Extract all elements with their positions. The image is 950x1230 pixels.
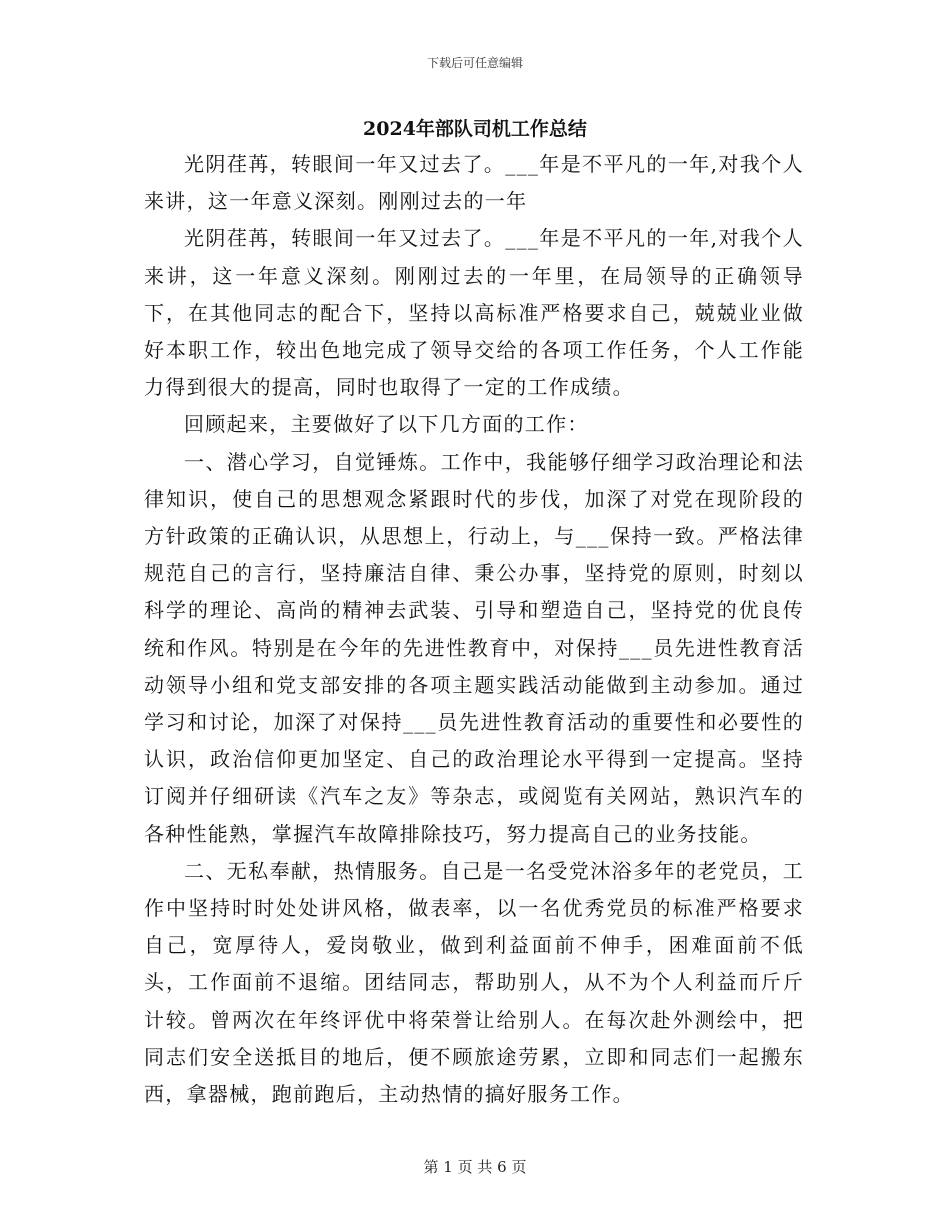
page-number: 第 1 页 共 6 页	[423, 1158, 527, 1176]
document-body	[144, 146, 804, 1113]
paragraph-intro: 光阴荏苒，转眼间一年又过去了。___年是不平凡的一年,对我个人来讲，这一年意义深刻。刚刚过去的一年里，在局领导的正确领导下，在其他同志的配合下，坚持以高标准严格要求自己，兢兢业业做好本职工作，较出色地完成了领导交给的各项工作任务，个人工作能力得到很大的提高，同时也取得了一定的工作成绩。	[144, 226, 804, 400]
paragraph-intro-fragment: 光阴荏苒，转眼间一年又过去了。___年是不平凡的一年,对我个人来讲，这一年意义深刻。刚刚过去的一年	[144, 152, 804, 214]
paragraph-section-one: 一、潜心学习，自觉锤炼。工作中，我能够仔细学习政治理论和法律知识，使自己的思想观念紧跟时代的步伐，加深了对党在现阶段的方针政策的正确认识，从思想上，行动上，与___保持一致。严格法律规范自己的言行，坚持廉洁自律、秉公办事，坚持党的原则，时刻以科学的理论、高尚的精神去武装、引导和塑造自己，坚持党的优良传统和作风。特别是在今年的先进性教育中，对保持___员先进性教育活动领导小组和党支部安排的各项主题实践活动能做到主动参加。通过学习和讨论，加深了对保持___员先进性教育活动的重要性和必要性的认识，政治信仰更加坚定、自己的政治理论水平得到一定提高。坚持订阅并仔细研读《汽车之友》等杂志，或阅览有关网站，熟识汽车的各种性能熟，掌握汽车故障排除技巧，努力提高自己的业务技能。	[144, 449, 804, 846]
document-title: 2024年部队司机工作总结	[363, 118, 587, 140]
paragraph-section-two: 二、无私奉献，热情服务。自己是一名受党沐浴多年的老党员，工作中坚持时时处处讲风格，做表率，以一名优秀党员的标准严格要求自己，宽厚待人，爱岗敬业，做到利益面前不伸手，困难面前不低头，工作面前不退缩。团结同志，帮助别人，从不为个人利益而斤斤计较。曾两次在年终评优中将荣誉让给别人。在每次赴外测绘中，把同志们安全送抵目的地后，便不顾旅途劳累，立即和同志们一起搬东西，拿器械，跑前跑后，主动热情的搞好服务工作。	[144, 858, 804, 1107]
header-note: 下载后可任意编辑	[426, 56, 523, 70]
paragraph-review: 回顾起来，主要做好了以下几方面的工作：	[184, 412, 589, 437]
